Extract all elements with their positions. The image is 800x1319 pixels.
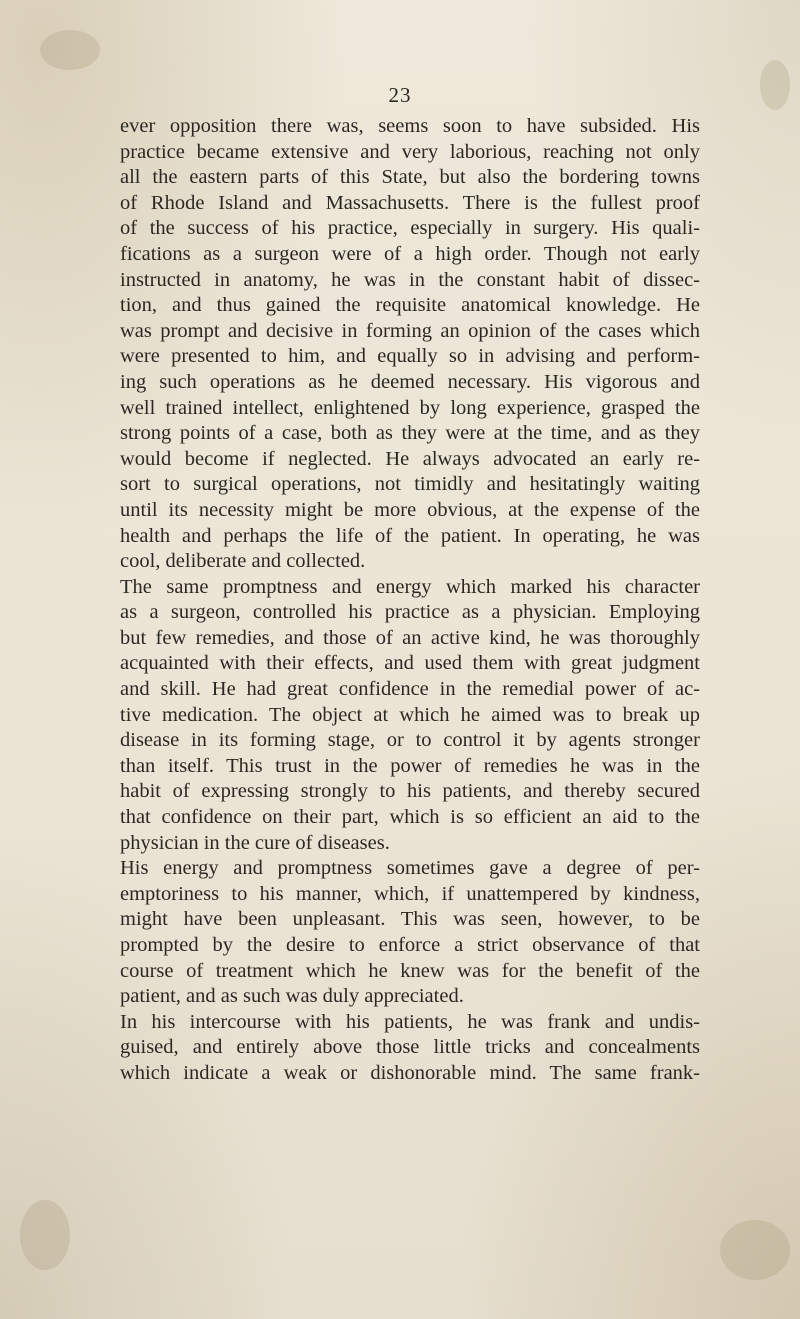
- text-line: as a surgeon, controlled his practice as a physician. Employing: [120, 601, 700, 624]
- text-line: In his intercourse with his patients, he was frank and undis-: [120, 1010, 700, 1033]
- text-line: acquainted with their effects, and used them with great judgment: [120, 652, 700, 675]
- text-line: would become if neglected. He always advocated an early re-: [120, 447, 700, 470]
- text-line: that confidence on their part, which is so efficient an aid to the: [120, 806, 700, 829]
- text-line: well trained intellect, enlightened by long experience, grasped the: [120, 396, 700, 419]
- text-line: emptoriness to his manner, which, if unattempered by kindness,: [120, 882, 700, 905]
- text-line: ever opposition there was, seems soon to have subsided. His: [120, 115, 700, 137]
- text-line: fications as a surgeon were of a high order. Though not early: [120, 242, 700, 265]
- text-line: but few remedies, and those of an active kind, he was thoroughly: [120, 626, 700, 649]
- text-line: physician in the cure of diseases.: [120, 831, 390, 854]
- text-line: prompted by the desire to enforce a strict observance of that: [120, 934, 700, 956]
- text-line: course of treatment which he knew was for the benefit of the: [120, 959, 700, 982]
- text-line: guised, and entirely above those little tricks and concealments: [120, 1036, 700, 1059]
- text-line: were presented to him, and equally so in advising and perform-: [120, 345, 700, 368]
- text-line: sort to surgical operations, not timidly and hesitatingly waiting: [120, 473, 700, 496]
- text-line: tive medication. The object at which he aimed was to break up: [120, 703, 700, 726]
- text-line: might have been unpleasant. This was seen, however, to be: [120, 908, 700, 931]
- text-line: The same promptness and energy which marked his character: [120, 575, 700, 598]
- text-line: was prompt and decisive in forming an opinion of the cases which: [120, 319, 700, 342]
- foxing-spot: [720, 1220, 790, 1280]
- text-line: all the eastern parts of this State, but also the bordering towns: [120, 166, 700, 189]
- text-line: which indicate a weak or dishonorable mind. The same frank-: [120, 1061, 700, 1084]
- text-line: practice became extensive and very laborious, reaching not only: [120, 140, 700, 163]
- text-line: patient, and as such was duly appreciated.: [120, 985, 464, 1008]
- page-number: 23: [388, 83, 412, 107]
- text-line: cool, deliberate and collected.: [120, 550, 366, 573]
- text-line: instructed in anatomy, he was in the constant habit of dissec-: [120, 268, 700, 291]
- text-line: strong points of a case, both as they were at the time, and as they: [120, 422, 700, 445]
- text-line: His energy and promptness sometimes gave a degree of per-: [120, 857, 700, 880]
- text-line: of Rhode Island and Massachusetts. There is the fullest proof: [120, 191, 700, 214]
- text-line: health and perhaps the life of the patient. In operating, he was: [120, 524, 700, 547]
- body-text: [120, 114, 700, 1087]
- foxing-spot: [20, 1200, 70, 1270]
- foxing-spot: [40, 30, 100, 70]
- text-line: until its necessity might be more obvious, at the expense of the: [120, 498, 700, 521]
- text-line: habit of expressing strongly to his patients, and thereby secured: [120, 780, 700, 803]
- text-line: of the success of his practice, especially in surgery. His quali-: [120, 217, 700, 240]
- text-line: tion, and thus gained the requisite anatomical knowledge. He: [120, 294, 700, 317]
- text-line: ing such operations as he deemed necessary. His vigorous and: [120, 370, 700, 393]
- text-line: disease in its forming stage, or to control it by agents stronger: [120, 729, 700, 752]
- text-line: and skill. He had great confidence in the remedial power of ac-: [120, 678, 700, 701]
- text-line: than itself. This trust in the power of remedies he was in the: [120, 754, 700, 777]
